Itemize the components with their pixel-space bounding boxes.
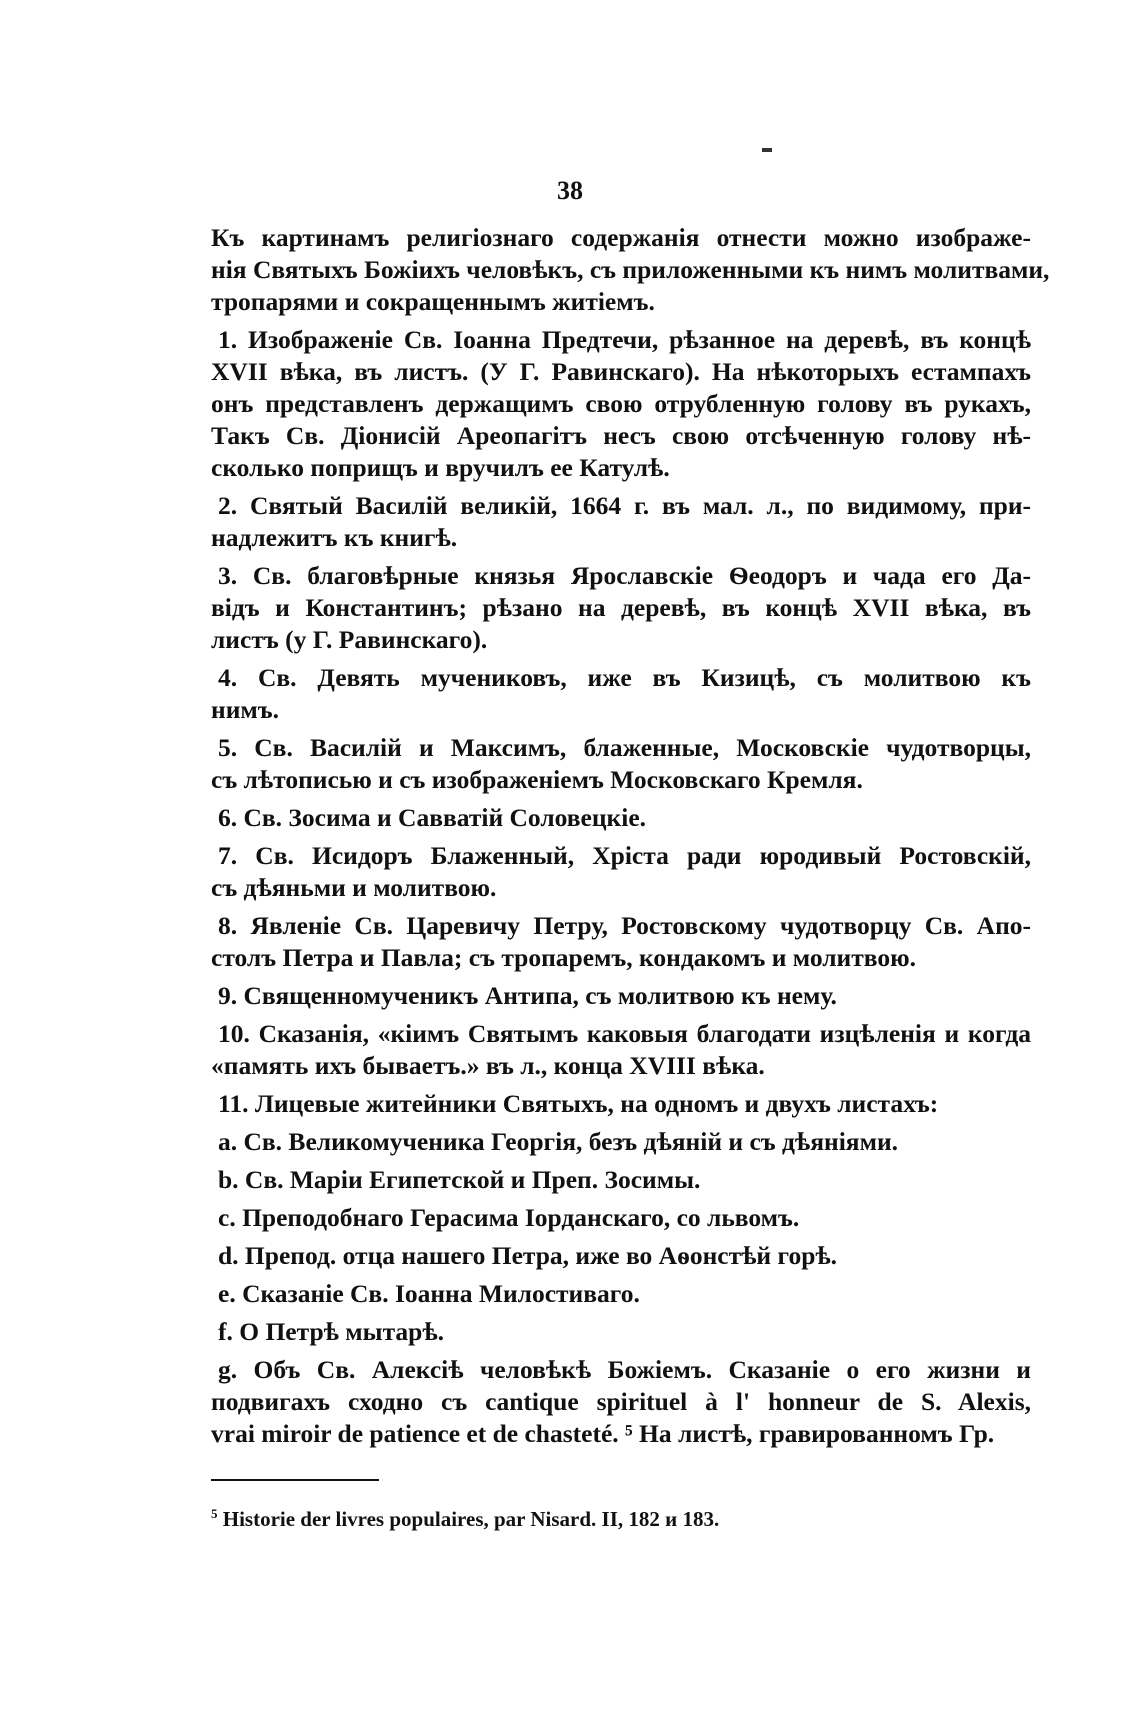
paragraph <box>211 662 1031 726</box>
text-line: онъ представленъ держащимъ свою отрубленную голову въ рукахъ, <box>211 389 1031 418</box>
text-line: 8. Явленіе Св. Царевичу Петру, Ростовскому чудотворцу Св. Апо- <box>218 911 1031 940</box>
text-line: XVII вѣка, въ листъ. (У Г. Равинскаго). На нѣкоторыхъ естампахъ <box>211 357 1031 386</box>
text-line: c. Преподобнаго Герасима Іорданскаго, со львомъ. <box>218 1203 800 1232</box>
footnote-text: Historie der livres populaires, par Nisard. II, 182 и 183. <box>222 1507 720 1531</box>
text-line: листъ (у Г. Равинскаго). <box>211 625 488 654</box>
paragraph <box>211 490 1031 554</box>
paragraph <box>211 1354 1031 1450</box>
text-line: 1. Изображеніе Св. Іоанна Предтечи, рѣзанное на деревѣ, въ концѣ <box>218 325 1031 354</box>
text-line: 4. Св. Девять мучениковъ, иже въ Кизицѣ, съ молитвою къ <box>218 663 1031 692</box>
text-line: 7. Св. Исидоръ Блаженный, Хріста ради юродивый Ростовскій, <box>218 841 1031 870</box>
paragraph <box>211 910 1031 974</box>
paragraph <box>211 324 1031 484</box>
text-line: vrai miroir de patience et de chasteté. ⁵ На листѣ, гравированномъ Гр. <box>211 1419 995 1448</box>
text-line: тропарями и сокращеннымъ житіемъ. <box>211 287 655 316</box>
text-line: 11. Лицевые житейники Святыхъ, на одномъ и двухъ листахъ: <box>218 1089 939 1118</box>
paragraph <box>211 1018 1031 1082</box>
footnote-separator <box>211 1479 379 1481</box>
paragraph <box>211 980 1031 1012</box>
text-line: сколько поприщъ и вручилъ ее Катулѣ. <box>211 453 670 482</box>
text-line: 9. Священномученикъ Антипа, съ молитвою къ нему. <box>218 981 837 1010</box>
paragraph <box>211 1278 1031 1310</box>
top-dash-mark <box>762 148 772 152</box>
paragraph <box>211 1088 1031 1120</box>
text-line: столъ Петра и Павла; съ тропаремъ, кондакомъ и молитвою. <box>211 943 916 972</box>
text-line: 5. Св. Василій и Максимъ, блаженные, Московскіе чудотворцы, <box>218 733 1031 762</box>
text-line: f. О Петрѣ мытарѣ. <box>218 1317 445 1346</box>
text-line: 2. Святый Василій великій, 1664 г. въ мал. л., по видимому, при- <box>218 491 1031 520</box>
text-line: g. Объ Св. Алексіѣ человѣкѣ Божіемъ. Сказаніе о его жизни и <box>218 1355 1031 1384</box>
text-line: подвигахъ сходно съ cantique spirituel à l' honneur de S. Alexis, <box>211 1387 1031 1416</box>
paragraph <box>211 1126 1031 1158</box>
paragraph <box>211 222 1050 318</box>
text-line: нія Святыхъ Божіихъ человѣкъ, съ приложенными къ нимъ молитвами, <box>211 255 1050 284</box>
paragraph <box>211 1164 1031 1196</box>
paragraph <box>211 1316 1031 1348</box>
text-line: 6. Св. Зосима и Савватій Соловецкіе. <box>218 803 647 832</box>
text-line: съ лѣтописью и съ изображеніемъ Московскаго Кремля. <box>211 765 863 794</box>
paragraph <box>211 560 1031 656</box>
paragraph <box>211 1240 1031 1272</box>
text-line: надлежитъ къ книгѣ. <box>211 523 458 552</box>
text-line: «память ихъ бываетъ.» въ л., конца XVIII вѣка. <box>211 1051 765 1080</box>
text-line: відъ и Константинъ; рѣзано на деревѣ, въ концѣ XVII вѣка, въ <box>211 593 1031 622</box>
paragraph <box>211 840 1031 904</box>
text-line: Къ картинамъ религіознаго содержанія отнести можно изображе- <box>211 223 1031 252</box>
text-line: a. Св. Великомученика Георгія, безъ дѣяній и съ дѣяніями. <box>218 1127 899 1156</box>
paragraph <box>211 1202 1031 1234</box>
text-line: 10. Сказанія, «кіимъ Святымъ каковыя благодати изцѣленія и когда <box>218 1019 1031 1048</box>
page-number: 38 <box>557 176 583 205</box>
text-line: b. Св. Маріи Египетской и Преп. Зосимы. <box>218 1165 701 1194</box>
paragraph <box>211 732 1031 796</box>
text-line: нимъ. <box>211 695 279 724</box>
body-text <box>211 222 1050 1456</box>
text-line: e. Сказаніе Св. Іоанна Милостиваго. <box>218 1279 640 1308</box>
paragraph <box>211 802 1031 834</box>
text-line: Такъ Св. Діонисій Ареопагітъ несъ свою отсѣченную голову нѣ- <box>211 421 1031 450</box>
text-line: 3. Св. благовѣрные князья Ярославскіе Ѳеодоръ и чада его Да- <box>218 561 1031 590</box>
footnote-marker: 5 <box>211 1506 218 1521</box>
text-line: съ дѣяньми и молитвою. <box>211 873 497 902</box>
text-line: d. Препод. отца нашего Петра, иже во Аѳонстѣй горѣ. <box>218 1241 838 1270</box>
footnote <box>211 1506 719 1532</box>
